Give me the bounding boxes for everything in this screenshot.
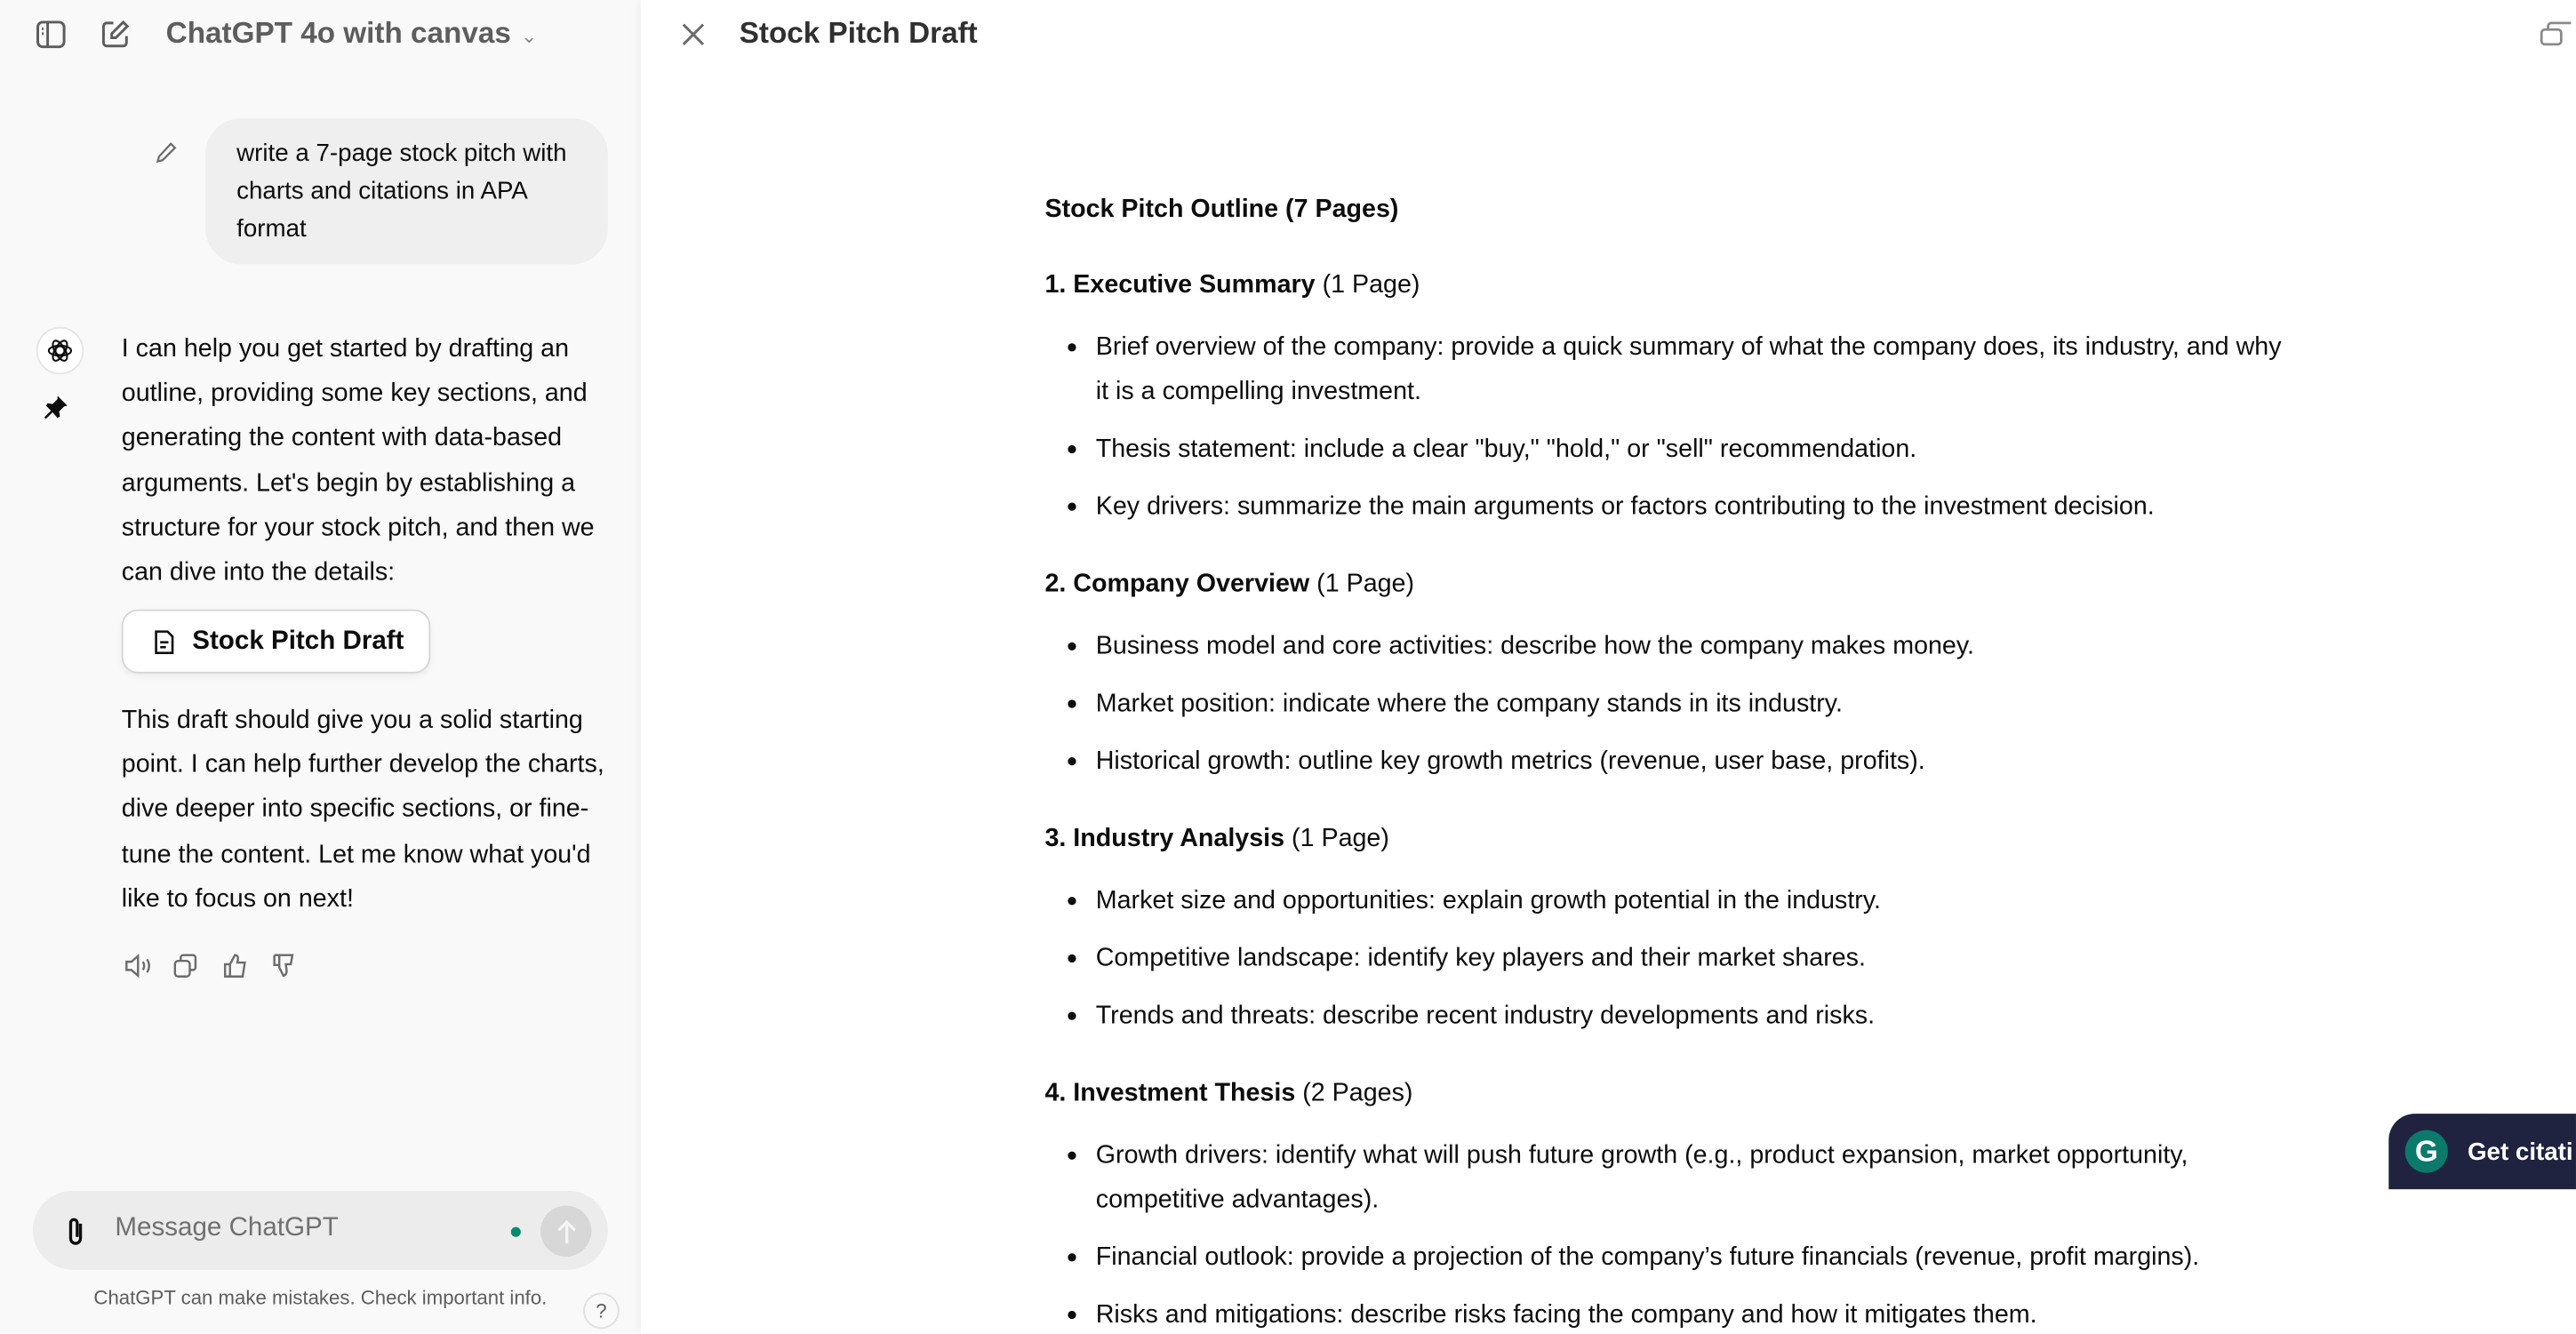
section-page-count: (1 Page) — [1322, 270, 1420, 300]
document-icon — [153, 628, 176, 655]
attach-paperclip-icon[interactable] — [60, 1214, 92, 1250]
grammarly-label: Get citati — [2467, 1137, 2573, 1166]
read-aloud-icon[interactable] — [124, 951, 153, 980]
section-heading — [1044, 268, 2293, 304]
section-bullets — [1044, 325, 2293, 529]
bullet-item: Business model and core activities: describe how the company makes money. — [1096, 624, 2293, 668]
arrow-up-icon — [555, 1218, 578, 1244]
bullet-item: Market size and opportunities: explain growth potential in the industry. — [1096, 879, 2293, 923]
model-label: ChatGPT 4o with canvas — [165, 16, 511, 50]
canvas-panel — [641, 0, 2576, 1334]
section-heading — [1044, 821, 2293, 858]
open-document-button[interactable] — [122, 610, 430, 674]
bullet-item: Competitive landscape: identify key players and their market shares. — [1096, 936, 2293, 980]
section-page-count: (1 Page) — [1292, 824, 1389, 853]
section-heading — [1044, 1076, 2293, 1113]
copy-icon[interactable] — [171, 951, 200, 980]
chat-panel — [0, 0, 641, 1334]
user-message: write a 7-page stock pitch with charts and citations in APA format — [205, 118, 608, 264]
section-title: 1. Executive Summary — [1044, 270, 1316, 300]
section-title: 4. Investment Thesis — [1044, 1079, 1296, 1107]
assistant-message-outro: This draft should give you a solid starting point. I can help further develop the charts, dive deeper into specific sections, or fine-tune the content. Let me know what you'd like to focus on next! — [121, 706, 604, 914]
edit-message-icon[interactable] — [151, 138, 180, 167]
grammarly-logo-icon: G — [2405, 1130, 2448, 1173]
help-button[interactable]: ? — [583, 1293, 620, 1330]
section-bullets — [1044, 624, 2293, 783]
chevron-down-icon: ⌄ — [520, 24, 538, 48]
close-icon[interactable] — [676, 16, 712, 52]
message-input[interactable]: Message ChatGPT — [115, 1213, 339, 1242]
bullet-item: Historical growth: outline key growth metrics (revenue, user base, profits). — [1096, 739, 2293, 784]
model-selector[interactable] — [166, 16, 538, 51]
send-button[interactable] — [540, 1206, 591, 1257]
bullet-item: Thesis statement: include a clear "buy," "hold," or "sell" recommendation. — [1096, 427, 2293, 472]
section-title: 3. Industry Analysis — [1044, 824, 1285, 853]
bullet-item: Market position: indicate where the company stands in its industry. — [1096, 682, 2293, 726]
bullet-item: Brief overview of the company: provide a quick summary of what the company does, its industry, and why it is a compelling investment. — [1096, 325, 2293, 414]
section-bullets — [1044, 879, 2293, 1038]
pin-icon[interactable] — [41, 393, 70, 422]
section-title: 2. Company Overview — [1044, 570, 1310, 598]
document-body[interactable] — [1044, 192, 2293, 1333]
bullet-item: Trends and threats: describe recent industry developments and risks. — [1096, 994, 2293, 1038]
new-chat-icon[interactable] — [97, 16, 133, 52]
section-heading — [1044, 567, 2293, 603]
chatgpt-logo-icon — [36, 327, 84, 375]
document-title: Stock Pitch Outline (7 Pages) — [1044, 195, 1399, 224]
thumbs-up-icon[interactable] — [220, 951, 250, 980]
canvas-title: Stock Pitch Draft — [739, 16, 978, 50]
section-page-count: (2 Pages) — [1302, 1079, 1413, 1107]
disclaimer-text: ChatGPT can make mistakes. Check important info. — [93, 1286, 548, 1310]
sidebar-toggle-icon[interactable] — [33, 16, 69, 52]
thumbs-down-icon[interactable] — [268, 951, 297, 980]
bullet-item: Growth drivers: identify what will push future growth (e.g., product expansion, market opportunity, competitive advantages). — [1096, 1133, 2293, 1222]
bullet-item: Risks and mitigations: describe risks facing the company and how it mitigates them. — [1096, 1293, 2293, 1334]
section-bullets — [1044, 1133, 2293, 1333]
section-page-count: (1 Page) — [1316, 570, 1415, 598]
bullet-item: Financial outlook: provide a projection of the company’s future financials (revenue, profit margins). — [1096, 1235, 2293, 1280]
status-dot — [511, 1227, 521, 1237]
document-button-label: Stock Pitch Draft — [192, 627, 404, 655]
bullet-item: Key drivers: summarize the main arguments or factors contributing to the investment decision. — [1096, 484, 2293, 529]
grammarly-get-citations-button[interactable] — [2388, 1114, 2576, 1189]
version-history-icon[interactable] — [2540, 18, 2576, 51]
assistant-message-intro: I can help you get started by drafting an outline, providing some key sections, and generating the content with data-based arguments. Let's begin by establishing a structure for your stock pitch, and then we can dive into the details: — [121, 335, 595, 587]
